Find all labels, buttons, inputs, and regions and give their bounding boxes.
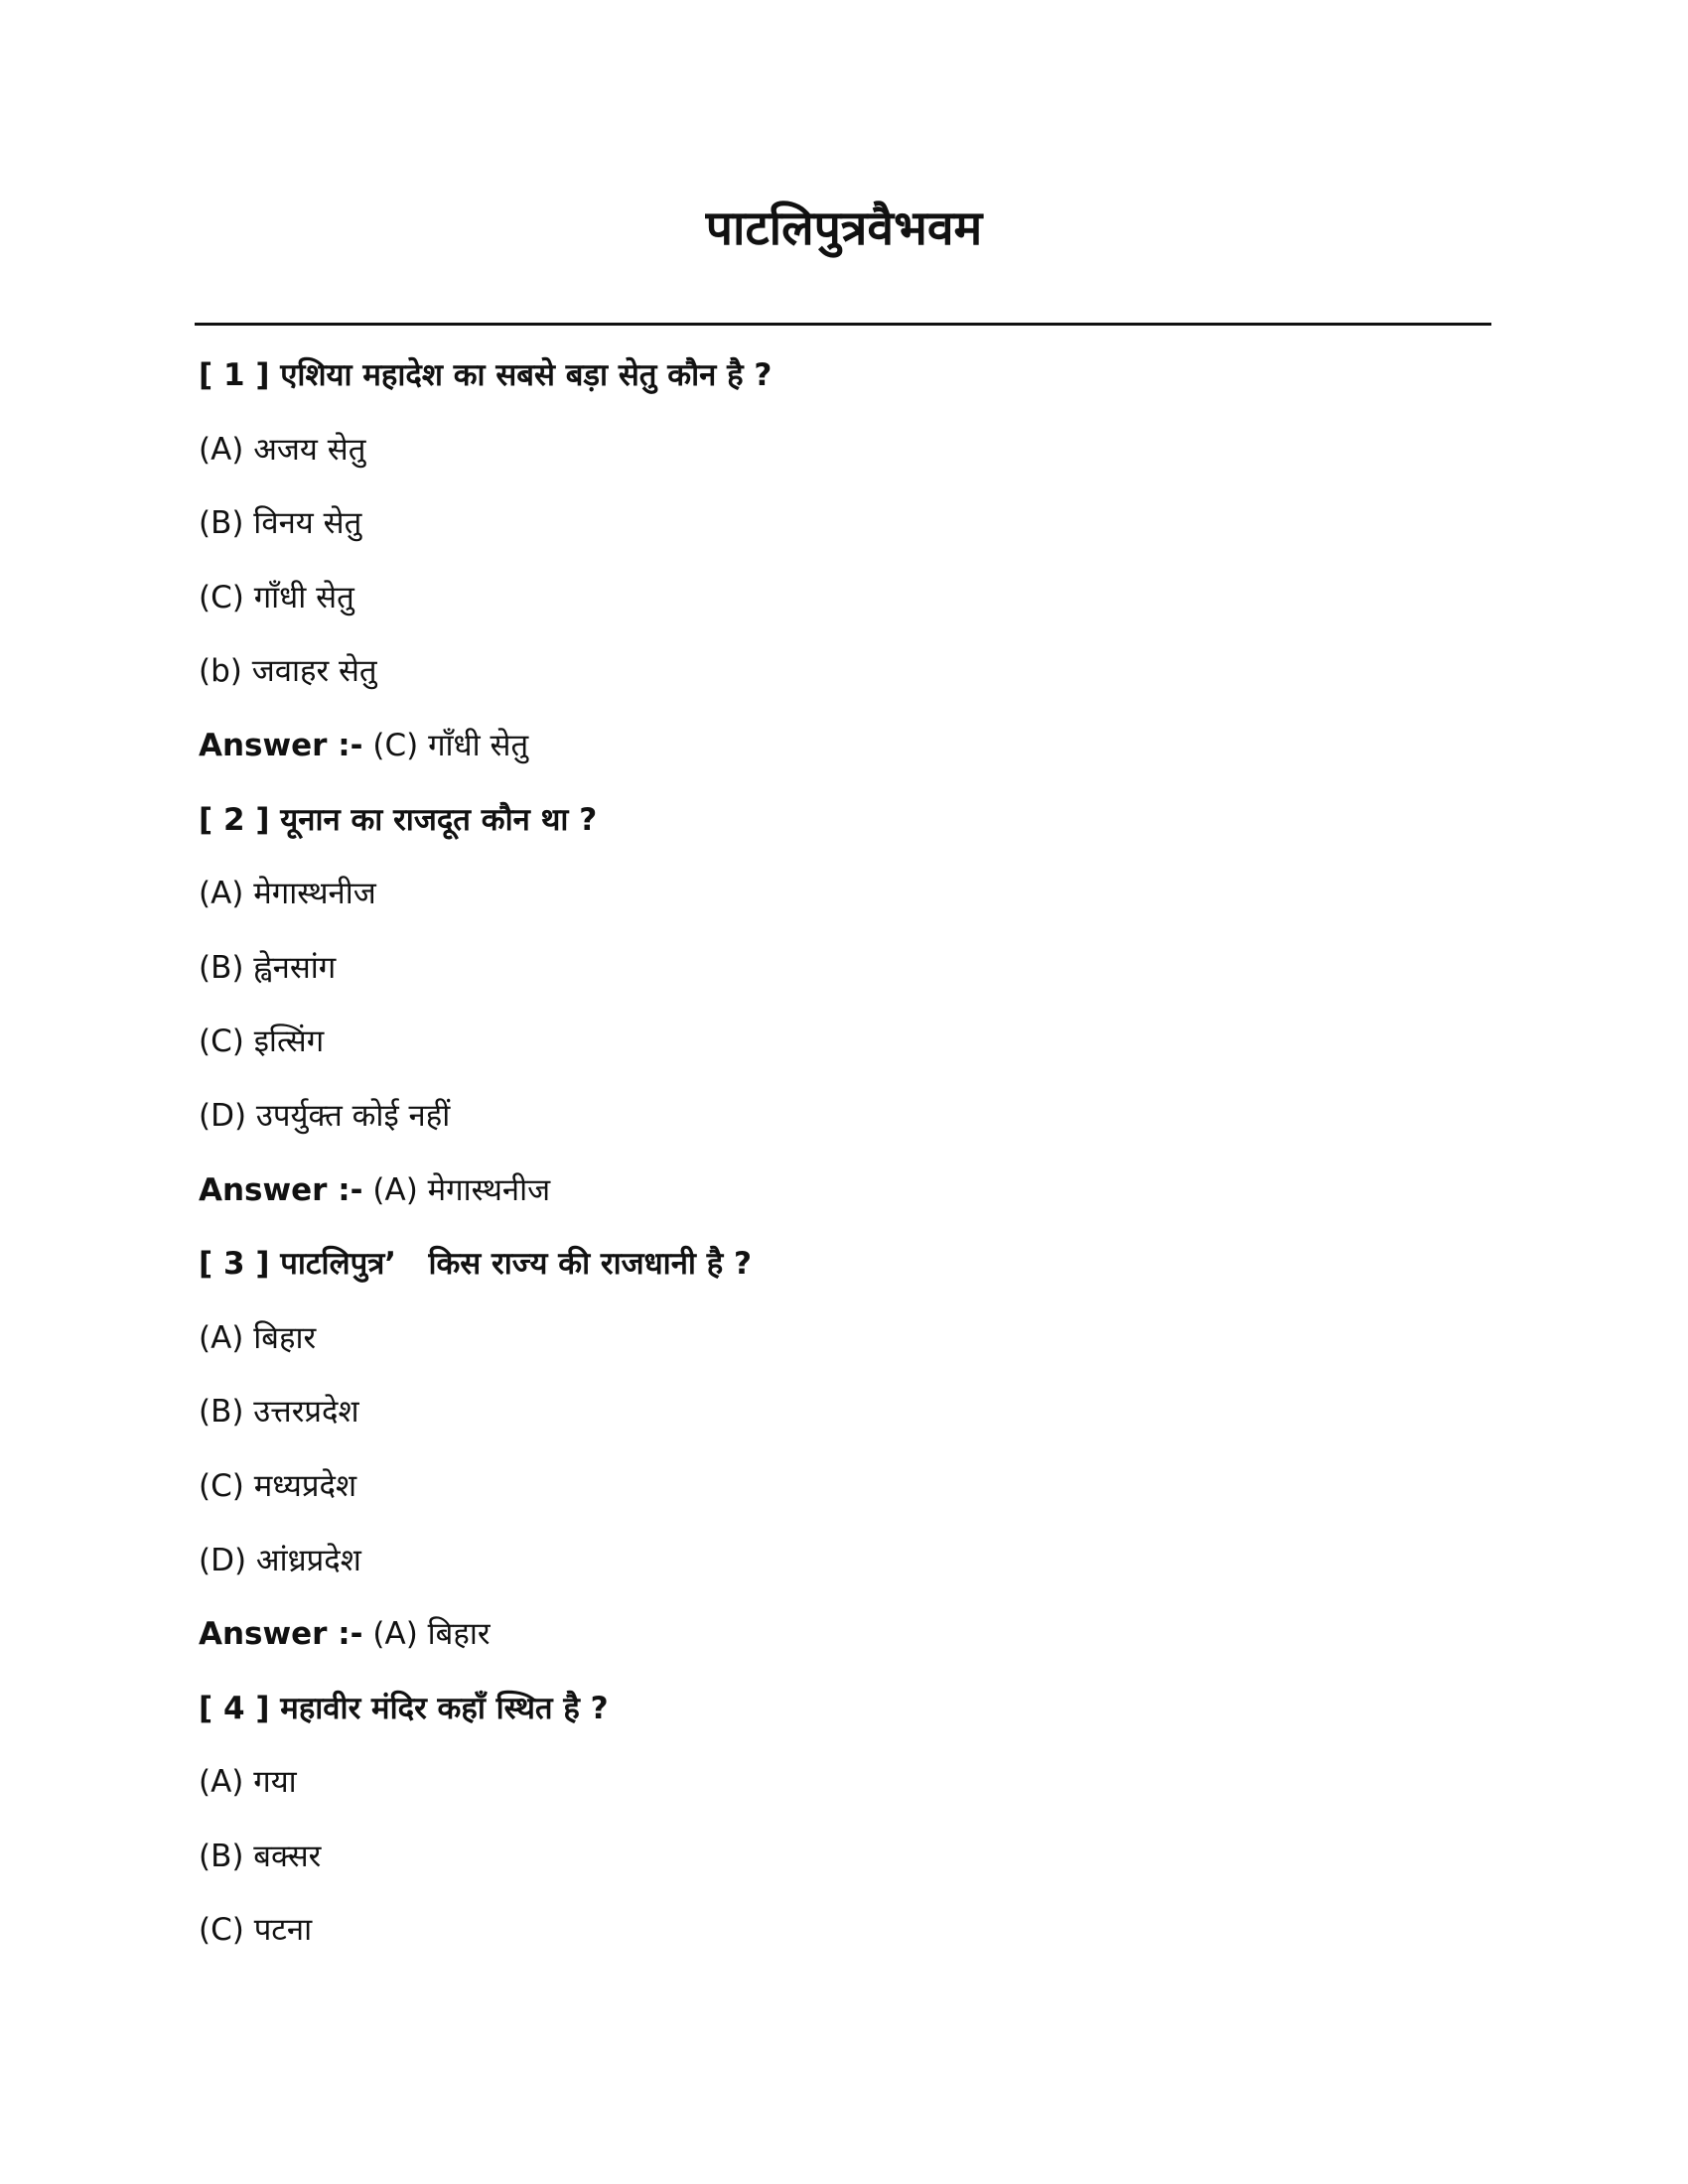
option-2b: (B) ह्वेनसांग	[199, 949, 337, 986]
question-1: [ 1 ] एशिया महादेश का सबसे बड़ा सेतु कौन है ?	[199, 357, 773, 393]
answer-label: Answer :-	[199, 727, 363, 763]
option-2a: (A) मेगास्थनीज	[199, 876, 376, 912]
option-2d: (D) उपर्युक्त कोई नहीं	[199, 1097, 451, 1134]
option-3a: (A) बिहार	[199, 1319, 317, 1356]
answer-value: (A) मेगास्थनीज	[372, 1171, 551, 1208]
answer-label: Answer :-	[199, 1171, 363, 1208]
question-2: [ 2 ] यूनान का राजदूत कौन था ?	[199, 801, 598, 838]
answer-1	[199, 709, 1489, 783]
option-3c: (C) मध्यप्रदेश	[199, 1467, 357, 1504]
question-list	[199, 339, 1489, 1968]
option-1a: (A) अजय सेतु	[199, 431, 366, 468]
option-3b: (B) उत्तरप्रदेश	[199, 1394, 359, 1431]
answer-value: (A) बिहार	[372, 1616, 491, 1653]
answer-3	[199, 1597, 1489, 1672]
question-3: [ 3 ] पाटलिपुत्र’ किस राज्य की राजधानी है ?	[199, 1246, 752, 1283]
option-1d: (b) जवाहर सेतु	[199, 653, 377, 690]
page-title: पाटलिपुत्रवैभवम	[705, 201, 983, 256]
option-1b: (B) विनय सेतु	[199, 505, 362, 542]
title-divider	[195, 323, 1491, 326]
option-4a: (A) गया	[199, 1764, 297, 1801]
option-1c: (C) गाँधी सेतु	[199, 579, 354, 615]
question-4: [ 4 ] महावीर मंदिर कहाँ स्थित है ?	[199, 1690, 609, 1726]
option-4c: (C) पटना	[199, 1912, 313, 1949]
option-2c: (C) इत्सिंग	[199, 1024, 325, 1060]
option-3d: (D) आंध्रप्रदेश	[199, 1542, 361, 1578]
answer-2	[199, 1154, 1489, 1228]
answer-label: Answer :-	[199, 1616, 363, 1653]
answer-value: (C) गाँधी सेतु	[372, 727, 529, 763]
option-4b: (B) बक्सर	[199, 1838, 322, 1874]
